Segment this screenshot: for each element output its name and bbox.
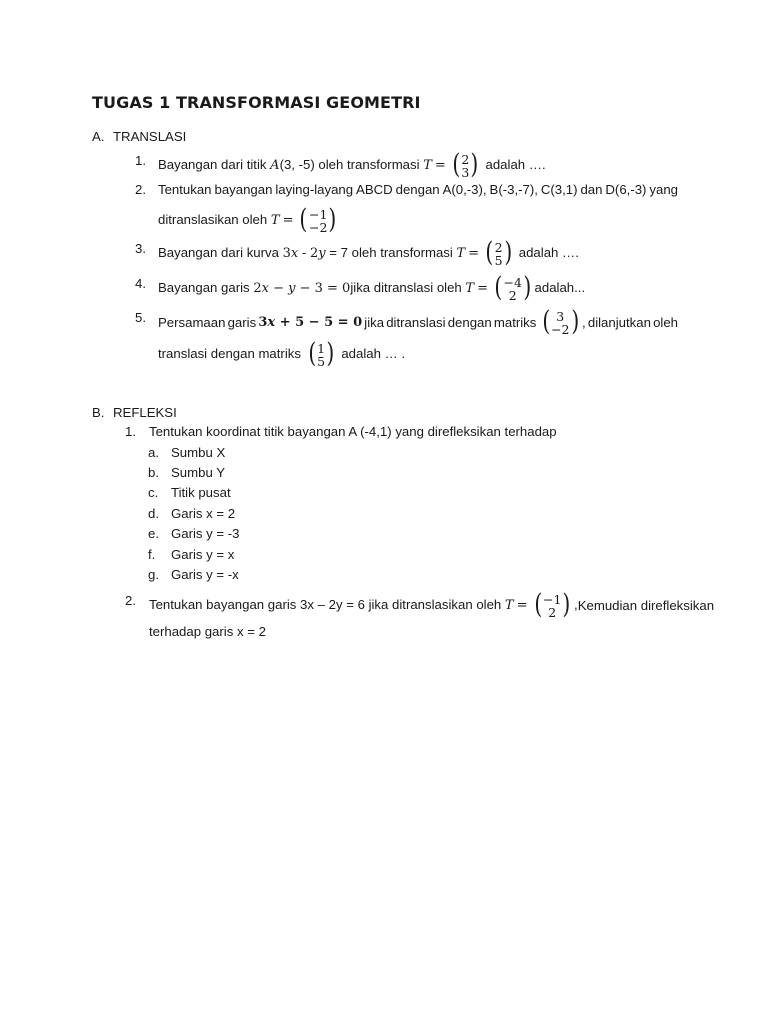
vector-top: 3 xyxy=(556,308,565,324)
a-item-3-eq: = xyxy=(468,245,480,261)
a-item-4-T: T xyxy=(465,280,475,296)
a-item-4-expr-c: − 3 = 0 xyxy=(295,280,351,296)
a-item-3-c2: 2 xyxy=(309,245,319,261)
a-item-4-expr-a: 2 xyxy=(253,280,262,296)
b-item-1-text: Tentukan koordinat titik bayangan A (-4,1) yang direfleksikan terhadap xyxy=(149,424,557,439)
a-item-3-mid2: = 7 oleh transformasi xyxy=(325,244,457,260)
b-item-2-number: 2. xyxy=(125,593,136,608)
section-b-heading: REFLEKSI xyxy=(113,405,177,420)
word: dilanjutkan xyxy=(587,314,651,330)
section-a-heading: TRANSLASI xyxy=(113,129,187,144)
vector-bottom: 5 xyxy=(494,252,503,268)
b-item-2-pre: Tentukan bayangan garis 3x – 2y = 6 jika ditranslasikan oleh xyxy=(149,596,505,612)
a-item-1-number: 1. xyxy=(135,153,146,168)
b-sub-text: Garis y = -x xyxy=(171,567,239,582)
b-sub-text: Garis x = 2 xyxy=(171,506,236,521)
vector-top: 2 xyxy=(494,239,503,255)
b-sub-letter: c. xyxy=(148,485,159,500)
a-item-5-line-2 xyxy=(158,338,406,369)
a-item-3-text xyxy=(158,237,579,268)
vector: ( 3 −2 ) xyxy=(541,306,579,337)
word: garis xyxy=(227,314,257,330)
vector-bottom: 2 xyxy=(508,287,517,303)
a-item-4-eq: = xyxy=(477,280,488,296)
a-item-1-coords: (3, -5) oleh transformasi xyxy=(279,156,424,172)
a-item-4-text xyxy=(158,272,586,303)
vector-top: −1 xyxy=(309,206,328,222)
b-item-2-line-1 xyxy=(149,589,715,620)
vector-top: −4 xyxy=(503,274,522,290)
section-a-letter: A. xyxy=(92,129,105,144)
b-sub-letter: d. xyxy=(148,506,159,521)
word: bayangan xyxy=(214,182,273,197)
word: A(0,-3), xyxy=(442,182,487,197)
a-item-5-number: 5. xyxy=(135,310,146,325)
b-item-2-line-2: terhadap garis x = 2 xyxy=(149,624,266,639)
word: dan xyxy=(580,182,603,197)
a-item-2-vector: ( −1 −2 ) xyxy=(299,204,337,235)
b-sub-text: Titik pusat xyxy=(171,485,231,500)
word: laying-layang xyxy=(275,182,354,197)
page-title: TUGAS 1 TRANSFORMASI GEOMETRI xyxy=(92,93,421,112)
b-item-2-T: T xyxy=(504,597,514,613)
b-sub-text: Garis y = -3 xyxy=(171,526,240,541)
a-item-4-number: 4. xyxy=(135,276,146,291)
word: dengan xyxy=(447,314,492,330)
a-item-5-matrix-1 xyxy=(539,306,586,337)
b-sub-letter: g. xyxy=(148,567,159,582)
a-item-2-number: 2. xyxy=(135,182,146,197)
word: yang xyxy=(649,182,678,197)
a-item-3-vector: ( 2 5 ) xyxy=(485,237,512,268)
b-sub-letter: b. xyxy=(148,465,159,480)
a-item-4-y: y xyxy=(288,280,296,296)
b-sub-text: Sumbu Y xyxy=(171,465,226,480)
vector-top: 2 xyxy=(461,151,470,167)
a-item-4-vector: ( −4 2 ) xyxy=(494,272,532,303)
comma: , xyxy=(574,596,578,612)
a-item-4-x: x xyxy=(261,280,269,296)
b-item-2-post: Kemudian direfleksikan xyxy=(577,597,715,613)
word: Persamaan xyxy=(158,314,226,330)
a-item-5-line-1 xyxy=(158,306,678,337)
word: ditranslasi xyxy=(386,314,446,330)
expr-b: + 5 − 5 = 0 xyxy=(275,315,363,330)
a-item-4-post: adalah... xyxy=(534,279,586,295)
vector-bottom: 3 xyxy=(461,164,470,180)
word: D(6,-3) xyxy=(605,182,647,197)
a-item-3-T: T xyxy=(456,245,466,261)
a-item-3-x: x xyxy=(290,245,299,261)
a-item-5-line2-pre: translasi dengan matriks xyxy=(158,345,305,361)
vector-top: −1 xyxy=(543,591,562,607)
a-item-1-eq: = xyxy=(434,157,446,173)
b-item-2-lead xyxy=(149,589,578,620)
b-item-1-number: 1. xyxy=(125,424,136,439)
a-item-3-mid1: - xyxy=(298,244,310,260)
word: Tentukan xyxy=(158,182,212,197)
word: matriks xyxy=(493,314,537,330)
word: C(3,1) xyxy=(540,182,578,197)
a-item-4-pre: Bayangan garis xyxy=(158,279,254,295)
word: B(-3,-7), xyxy=(489,182,538,197)
a-item-4-expr-b: − xyxy=(268,280,289,296)
a-item-1-T: T xyxy=(423,157,432,173)
a-item-3-post: adalah …. xyxy=(518,244,579,260)
a-item-2-line-1 xyxy=(158,181,678,199)
b-sub-letter: e. xyxy=(148,526,159,541)
a-item-2-eq: = xyxy=(282,212,294,228)
b-sub-letter: a. xyxy=(148,445,159,460)
vector-top: 1 xyxy=(317,340,326,356)
a-item-1-vector: ( 2 3 ) xyxy=(452,149,479,180)
comma: , xyxy=(582,314,586,330)
b-item-2-eq: = xyxy=(516,597,528,613)
vector-bottom: −2 xyxy=(309,219,328,235)
a-item-1-post: adalah …. xyxy=(485,156,546,172)
b-sub-text: Sumbu X xyxy=(171,445,226,460)
b-sub-text: Garis y = x xyxy=(171,547,235,562)
a-item-2-T: T xyxy=(270,212,280,228)
b-sub-letter: f. xyxy=(148,547,156,562)
a-item-5-line2-post: adalah … . xyxy=(341,345,406,361)
section-b-letter: B. xyxy=(92,405,105,420)
expr-a: 3 xyxy=(258,315,268,330)
word: jika xyxy=(364,314,385,330)
a-item-2-line-2 xyxy=(158,204,340,235)
a-item-4-mid: jika ditranslasi oleh xyxy=(350,279,466,295)
a-item-2-line2-pre: ditranslasikan oleh xyxy=(158,211,271,227)
b-item-2-vector: ( −1 2 ) xyxy=(533,589,571,620)
a-item-1-pre: Bayangan dari titik xyxy=(158,156,271,172)
a-item-1-text xyxy=(158,149,546,180)
a-item-3-pre: Bayangan dari kurva xyxy=(158,244,283,260)
vector-bottom: −2 xyxy=(551,321,570,337)
vector-bottom: 2 xyxy=(548,604,557,620)
a-item-3-y: y xyxy=(318,245,326,261)
a-item-3-number: 3. xyxy=(135,241,146,256)
a-item-5-matrix-2: ( 1 5 ) xyxy=(307,338,335,369)
expr-x: x xyxy=(267,315,276,330)
a-item-5-expression xyxy=(258,313,362,332)
word: oleh xyxy=(653,314,678,330)
word: ABCD xyxy=(356,182,393,197)
word: dengan xyxy=(395,182,440,197)
a-item-3-c1: 3 xyxy=(282,245,291,261)
vector-bottom: 5 xyxy=(317,353,326,369)
a-item-1-point-var: A xyxy=(270,157,280,173)
